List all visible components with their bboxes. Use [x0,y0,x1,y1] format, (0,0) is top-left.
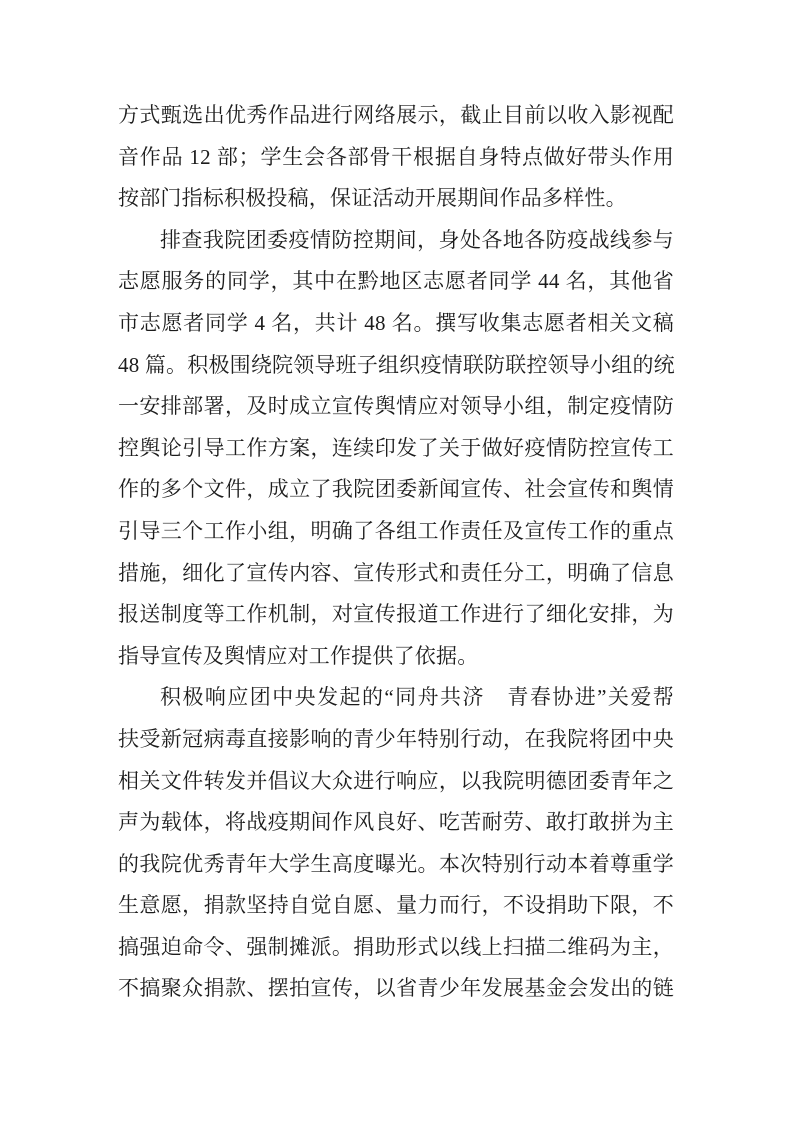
paragraph [118,677,674,1010]
text-line: 报送制度等工作机制，对宣传报道工作进行了细化安排，为 [118,602,674,627]
text-line: 方式甄选出优秀作品进行网络展示，截止目前以收入影视配 [118,103,674,127]
text-line: 控舆论引导工作方案，连续印发了关于做好疫情防控宣传工 [118,435,674,460]
text-line: 相关文件转发并倡议大众进行响应，以我院明德团委青年之 [118,768,674,793]
document-body [118,95,674,1010]
text-line: 的我院优秀青年大学生高度曝光。本次特别行动本着尊重学 [118,851,674,876]
text-line: 作的多个文件，成立了我院团委新闻宣传、社会宣传和舆情 [118,477,674,502]
text-line: 指导宣传及舆情应对工作提供了依据。 [118,643,479,668]
text-line: 扶受新冠病毒直接影响的青少年特别行动，在我院将团中央 [118,726,674,751]
paragraph [118,95,674,220]
text-line: 市志愿者同学 4 名，共计 48 名。撰写收集志愿者相关文稿 [118,310,674,335]
text-line: 措施，细化了宣传内容、宣传形式和责任分工，明确了信息 [118,560,674,585]
text-line: 声为载体，将战疫期间作风良好、吃苦耐劳、敢打敢拼为主 [118,810,674,835]
text-line: 志愿服务的同学，其中在黔地区志愿者同学 44 名，其他省 [118,269,674,294]
text-line: 按部门指标积极投稿，保证活动开展期间作品多样性。 [118,186,627,211]
text-line: 搞强迫命令、强制摊派。捐助形式以线上扫描二维码为主， [118,934,674,959]
text-line: 积极响应团中央发起的“同舟共济 青春协进”关爱帮 [160,685,674,710]
text-line: 生意愿，捐款坚持自觉自愿、量力而行，不设捐助下限，不 [118,893,674,918]
text-line: 48 篇。积极围绕院领导班子组织疫情联防联控领导小组的统 [118,352,675,377]
text-line: 不搞聚众捐款、摆拍宣传，以省青少年发展基金会发出的链 [118,976,674,1001]
text-line: 引导三个工作小组，明确了各组工作责任及宣传工作的重点 [118,518,674,543]
text-line: 音作品 12 部；学生会各部骨干根据自身特点做好带头作用 [118,144,674,169]
text-line: 一安排部署，及时成立宣传舆情应对领导小组，制定疫情防 [118,394,674,419]
paragraph [118,220,674,678]
text-line: 排查我院团委疫情防控期间，身处各地各防疫战线参与 [160,227,674,252]
